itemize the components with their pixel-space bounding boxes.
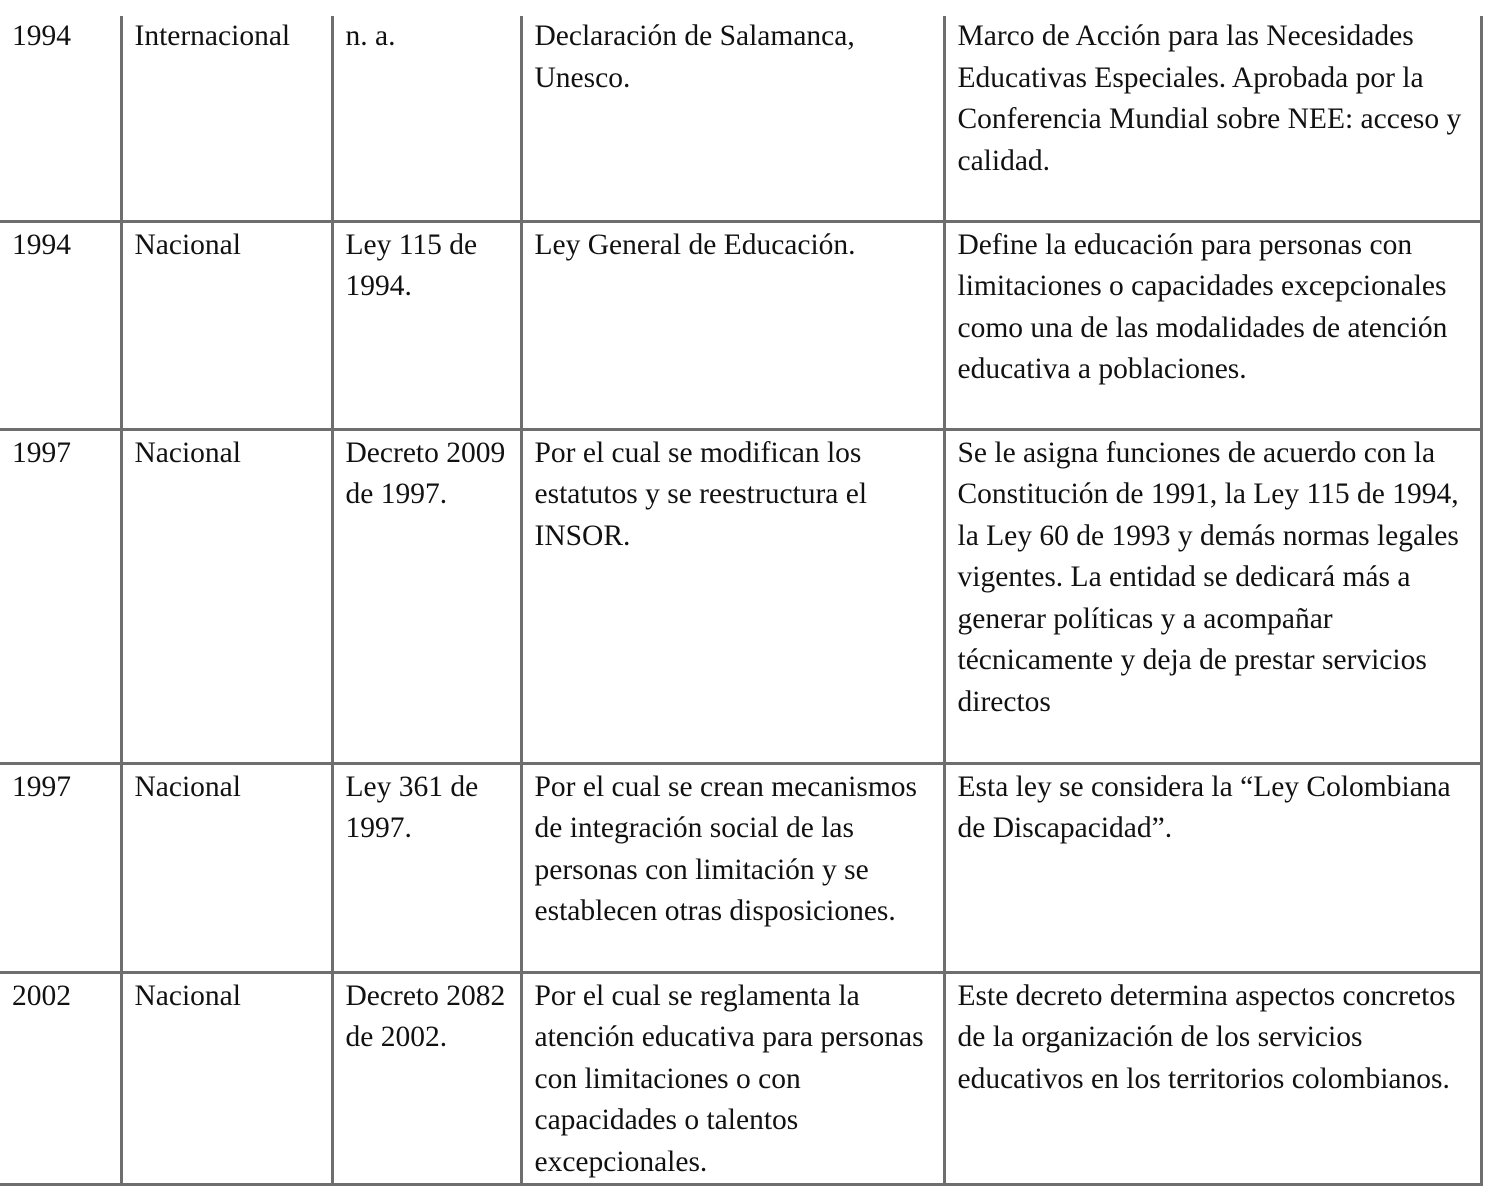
title-cell: Por el cual se modifican los estatutos y se reestructura el INSOR. bbox=[521, 429, 944, 763]
norm-cell: Ley 361 de 1997. bbox=[332, 763, 521, 972]
table-row bbox=[0, 972, 1481, 1185]
year-cell: 1997 bbox=[0, 429, 121, 763]
norm-cell: n. a. bbox=[332, 16, 521, 221]
title-cell: Declaración de Salamanca, Unesco. bbox=[521, 16, 944, 221]
norm-cell: Ley 115 de 1994. bbox=[332, 221, 521, 429]
norm-cell: Decreto 2009 de 1997. bbox=[332, 429, 521, 763]
table-row bbox=[0, 221, 1481, 429]
title-cell: Por el cual se reglamenta la atención educativa para personas con limitaciones o con capacidades o talentos excepcionales. bbox=[521, 972, 944, 1185]
scope-cell: Nacional bbox=[121, 429, 332, 763]
year-cell: 1994 bbox=[0, 221, 121, 429]
scope-cell: Nacional bbox=[121, 221, 332, 429]
scope-cell: Internacional bbox=[121, 16, 332, 221]
table-row bbox=[0, 429, 1481, 763]
description-cell: Marco de Acción para las Necesidades Educativas Especiales. Aprobada por la Conferencia Mundial sobre NEE: acceso y calidad. bbox=[944, 16, 1481, 221]
table-row bbox=[0, 16, 1481, 221]
scope-cell: Nacional bbox=[121, 972, 332, 1185]
year-cell: 1997 bbox=[0, 763, 121, 972]
description-cell: Este decreto determina aspectos concretos de la organización de los servicios educativos en los territorios colombianos. bbox=[944, 972, 1481, 1185]
year-cell: 2002 bbox=[0, 972, 121, 1185]
title-cell: Por el cual se crean mecanismos de integración social de las personas con limitación y se establecen otras disposiciones. bbox=[521, 763, 944, 972]
year-cell: 1994 bbox=[0, 16, 121, 221]
description-cell: Se le asigna funciones de acuerdo con la Constitución de 1991, la Ley 115 de 1994, la Ley 60 de 1993 y demás normas legales vigentes. La entidad se dedicará más a generar políticas y a acompañar técnicamente y deja de prestar servicios directos bbox=[944, 429, 1481, 763]
norm-cell: Decreto 2082 de 2002. bbox=[332, 972, 521, 1185]
description-cell: Esta ley se considera la “Ley Colombiana de Discapacidad”. bbox=[944, 763, 1481, 972]
legislation-table bbox=[0, 16, 1483, 1186]
title-cell: Ley General de Educación. bbox=[521, 221, 944, 429]
table-row bbox=[0, 763, 1481, 972]
description-cell: Define la educación para personas con limitaciones o capacidades excepcionales como una de las modalidades de atención educativa a poblaciones. bbox=[944, 221, 1481, 429]
scope-cell: Nacional bbox=[121, 763, 332, 972]
